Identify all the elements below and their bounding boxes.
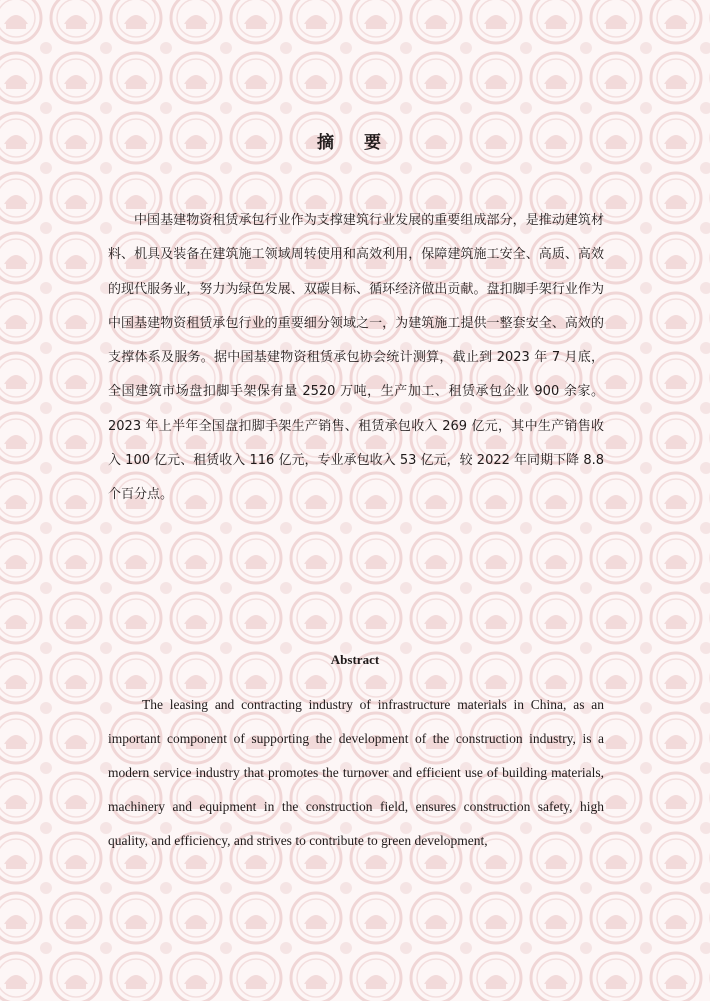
chinese-abstract-title: 摘 要 xyxy=(317,133,393,153)
english-abstract-body: The leasing and contracting industry of infrastructure materials in China, as an important component of supporting the development of the construction industry, is a modern service industry that promotes the turnover and efficient use of building materials, machinery and equipment in the construction field, ensures construction safety, high quality, and efficiency, and strives to contribute to green development, xyxy=(108,697,604,848)
chinese-abstract-body: 中国基建物资租赁承包行业作为支撑建筑行业发展的重要组成部分，是推动建筑材料、机具及装备在建筑施工领域周转使用和高效利用，保障建筑施工安全、高质、高效的现代服务业，努力为绿色发展、双碳目标、循环经济做出贡献。盘扣脚手架行业作为中国基建物资租赁承包行业的重要细分领域之一，为建筑施工提供一整套安全、高效的支撑体系及服务。据中国基建物资租赁承包协会统计测算，截止到 2023 年 7 月底，全国建筑市场盘扣脚手架保有量 2520 万吨，生产加工、租赁承包企业 900 余家。2023 年上半年全国盘扣脚手架生产销售、租赁承包收入 269 亿元，其中生产销售收入 100 亿元、租赁收入 116 亿元，专业承包收入 53 亿元，较 2022 年同期下降 8.8 个百分点。 xyxy=(108,213,604,503)
english-abstract-title: Abstract xyxy=(330,652,380,667)
